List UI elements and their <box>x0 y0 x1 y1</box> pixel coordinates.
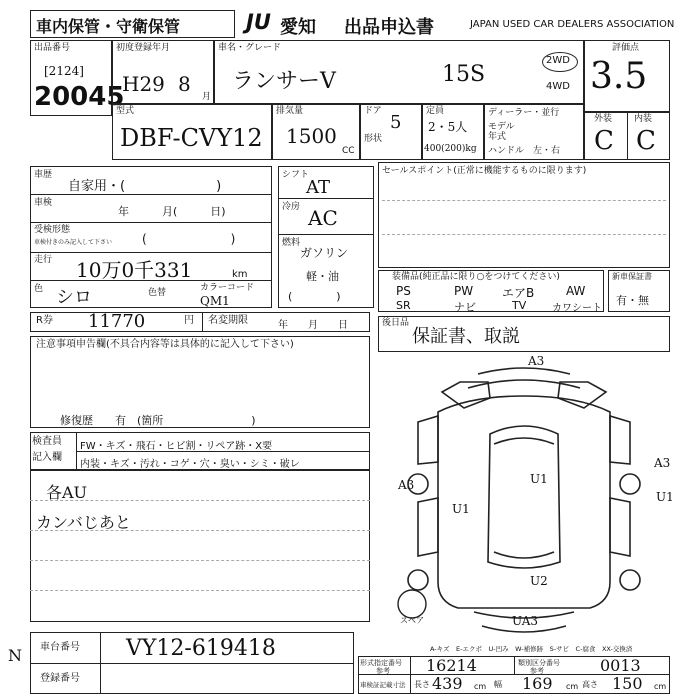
accessories-value: 保証書、取説 <box>412 326 520 347</box>
spec-ref2: 参考 <box>530 667 544 675</box>
form-title: 出品申込書 <box>344 17 434 38</box>
rating-label: 評価点 <box>612 43 640 53</box>
org-name: 愛知 <box>280 17 316 38</box>
shift-value: AT <box>306 177 331 198</box>
spare-label: スペア <box>400 616 424 625</box>
shift-line-1 <box>278 198 374 199</box>
storage-title: 車内保管・守衛保管 <box>36 17 181 36</box>
sales-label: セールスポイント(正常に機能するものに限ります) <box>382 166 587 176</box>
equip-seat: カワシート <box>552 303 602 314</box>
inspector-l1: 検査員 <box>32 436 62 447</box>
spec-size-label: 車検証記載寸法 <box>360 681 406 689</box>
notes-repair: 修復歴 有 (箇所 ) <box>60 414 256 427</box>
status-note: 車検付きのみ記入して下さい <box>34 239 113 246</box>
sales-dash-1 <box>382 200 666 201</box>
status-label: 受検形態 <box>34 225 71 235</box>
r-ticket-divider <box>202 312 203 332</box>
info-line-1 <box>30 194 272 195</box>
spec-len-value: 439 <box>432 674 463 693</box>
recycle-opt: 有・無 <box>616 294 649 307</box>
exterior-divider <box>627 112 628 160</box>
mark-a3-top: A3 <box>528 354 545 368</box>
spec-hei-unit: cm <box>654 682 667 691</box>
model-value: DBF-CVY12 <box>120 124 263 152</box>
equip-airbag: エアB <box>502 286 535 300</box>
equipment-label: 装備品(純正品に限り○をつけてください) <box>392 272 560 282</box>
r-ticket-label: R券 <box>36 315 53 326</box>
fuel-paren: ( ) <box>288 290 341 303</box>
name-change-label: 名変期限 <box>208 315 248 326</box>
mark-a3-left: A3 <box>398 478 415 492</box>
spec-divider-2 <box>514 656 515 674</box>
r-ticket-unit: 円 <box>184 315 194 326</box>
inspector-row1: FW・キズ・飛石・ヒビ割・リペア跡・X要 <box>80 441 273 452</box>
notes-label: 注意事項申告欄(不具合内容等は具体的に記入して下さい) <box>36 339 294 350</box>
capacity-label: 定員 <box>426 106 445 116</box>
car-name-value: ランサーⅤ <box>232 69 336 94</box>
exterior-label: 外装 <box>594 114 613 124</box>
chassis-mid <box>30 663 354 664</box>
spec-wid-value: 169 <box>522 674 553 693</box>
model-label: 型式 <box>116 106 135 116</box>
sales-dash-2 <box>382 234 666 235</box>
lot-small: [2124] <box>44 64 84 78</box>
accessories-label: 後日品 <box>382 318 410 328</box>
info-line-2 <box>30 222 272 223</box>
car-diagram <box>378 352 670 654</box>
inspector-l2: 記入欄 <box>32 452 62 463</box>
mileage-label: 走行 <box>34 255 53 265</box>
name-change-value: 年 月 日 <box>278 320 348 331</box>
org-english: JAPAN USED CAR DEALERS ASSOCIATION <box>470 19 675 30</box>
spec-divider-1 <box>410 656 411 694</box>
chassis-n: N <box>8 646 22 665</box>
mark-u2-rear: U2 <box>530 574 548 588</box>
spec-type-label: 形式指定番号 <box>360 659 402 667</box>
spec-type-value: 16214 <box>426 656 477 675</box>
diagram-legend: A-キズ E-エクボ U-凹み W-補修跡 S-サビ C-腐食 XX-交換済 <box>430 645 633 653</box>
interior-label: 内装 <box>634 114 653 124</box>
displacement-value: 1500 <box>286 124 337 148</box>
shift-line-2 <box>278 234 374 235</box>
mileage-unit: km <box>232 269 248 280</box>
capacity-load: 400(200)kg <box>424 144 477 154</box>
equip-pw: PW <box>454 284 474 298</box>
inspection-label: 車検 <box>34 198 53 208</box>
fuel-label: 燃料 <box>282 238 301 248</box>
reg-date-year: H29 <box>122 72 165 96</box>
mark-u1-left: U1 <box>452 502 470 516</box>
color-code-label: カラーコード <box>200 283 255 293</box>
displacement-label: 排気量 <box>276 106 304 116</box>
inspector-note-2: カンバじあと <box>36 513 131 532</box>
info-line-3 <box>30 252 272 253</box>
mark-ua3-bumper: UA3 <box>512 614 539 628</box>
registration-label: 登録番号 <box>40 673 80 684</box>
equip-tv: TV <box>512 299 527 312</box>
inspector-row2: 内装・キズ・汚れ・コゲ・穴・臭い・シミ・破レ <box>80 459 300 470</box>
ac-label: 冷房 <box>282 202 301 212</box>
note-grid-3 <box>30 560 370 561</box>
chassis-label: 車台番号 <box>40 642 80 653</box>
spec-len-unit: cm <box>474 682 487 691</box>
fuel-value: ガソリン <box>300 246 349 260</box>
lot-number: 20045 <box>34 82 125 112</box>
reg-date-month: 8 <box>178 72 191 96</box>
mileage-value: 10万0千331 <box>76 258 193 282</box>
status-value: ( ) <box>142 232 236 246</box>
mark-a3-right: A3 <box>654 456 671 470</box>
drive-4wd: 4WD <box>546 81 570 92</box>
inspection-value: 年 月( 日) <box>118 205 226 218</box>
drive-2wd: 2WD <box>546 55 570 66</box>
r-ticket-value: 11770 <box>88 311 146 332</box>
spec-hei-label: 高さ <box>582 680 598 689</box>
spec-len-label: 長さ <box>414 680 430 689</box>
color-change-label: 色替 <box>148 288 167 298</box>
spare-tire <box>398 590 426 618</box>
lot-label: 出品番号 <box>34 43 71 53</box>
shift-label: シフト <box>282 170 310 180</box>
interior-value: C <box>636 126 656 156</box>
spec-hei-value: 150 <box>612 674 643 693</box>
dealer-label: ディーラー・並行 <box>488 108 560 118</box>
color-label: 色 <box>34 284 44 294</box>
ac-value: AC <box>308 206 338 230</box>
doors-label: ドア <box>364 106 382 116</box>
car-name-label: 車名・グレード <box>218 43 282 53</box>
spec-class-label: 類別区分番号 <box>518 659 560 667</box>
equip-ps: PS <box>396 284 411 298</box>
exterior-value: C <box>594 126 614 156</box>
dealer-model-year: モデル 年式 <box>488 122 515 142</box>
rating-value: 3.5 <box>590 56 648 97</box>
spec-class-value: 0013 <box>600 656 641 675</box>
equip-aw: AW <box>566 284 586 298</box>
chassis-divider <box>100 632 101 694</box>
capacity-value: 2・5人 <box>428 120 468 134</box>
dealer-handle: ハンドル 左・右 <box>488 146 561 156</box>
color-code-value: QM1 <box>200 294 230 308</box>
recycle-label: 新車保証書 <box>612 272 652 281</box>
doors-value: 5 <box>390 112 402 133</box>
car-grade-value: 15S <box>442 62 486 87</box>
mark-u1-roof: U1 <box>530 472 548 486</box>
color-value: シロ <box>56 287 92 308</box>
sales-box <box>378 162 670 268</box>
mark-u1-right: U1 <box>656 490 674 504</box>
equip-sr: SR <box>396 299 411 312</box>
equip-navi: ナビ <box>454 301 476 314</box>
chassis-value: VY12-619418 <box>126 636 276 661</box>
ju-logo: JU <box>246 10 271 34</box>
history-value: 自家用・( ) <box>68 179 222 194</box>
fuel-alt: 軽・油 <box>306 270 339 283</box>
reg-date-label: 初度登録年月 <box>116 43 171 53</box>
reg-date-month-unit: 月 <box>202 92 212 102</box>
spec-ref1: 参考 <box>376 667 390 675</box>
history-label: 車歴 <box>34 170 53 180</box>
note-grid-4 <box>30 590 370 591</box>
inspector-note-1: 各AU <box>46 483 88 502</box>
doors-shape-label: 形状 <box>364 134 383 144</box>
spec-wid-unit: cm <box>566 682 579 691</box>
spec-wid-label: 幅 <box>494 680 502 689</box>
displacement-unit: CC <box>342 146 355 156</box>
